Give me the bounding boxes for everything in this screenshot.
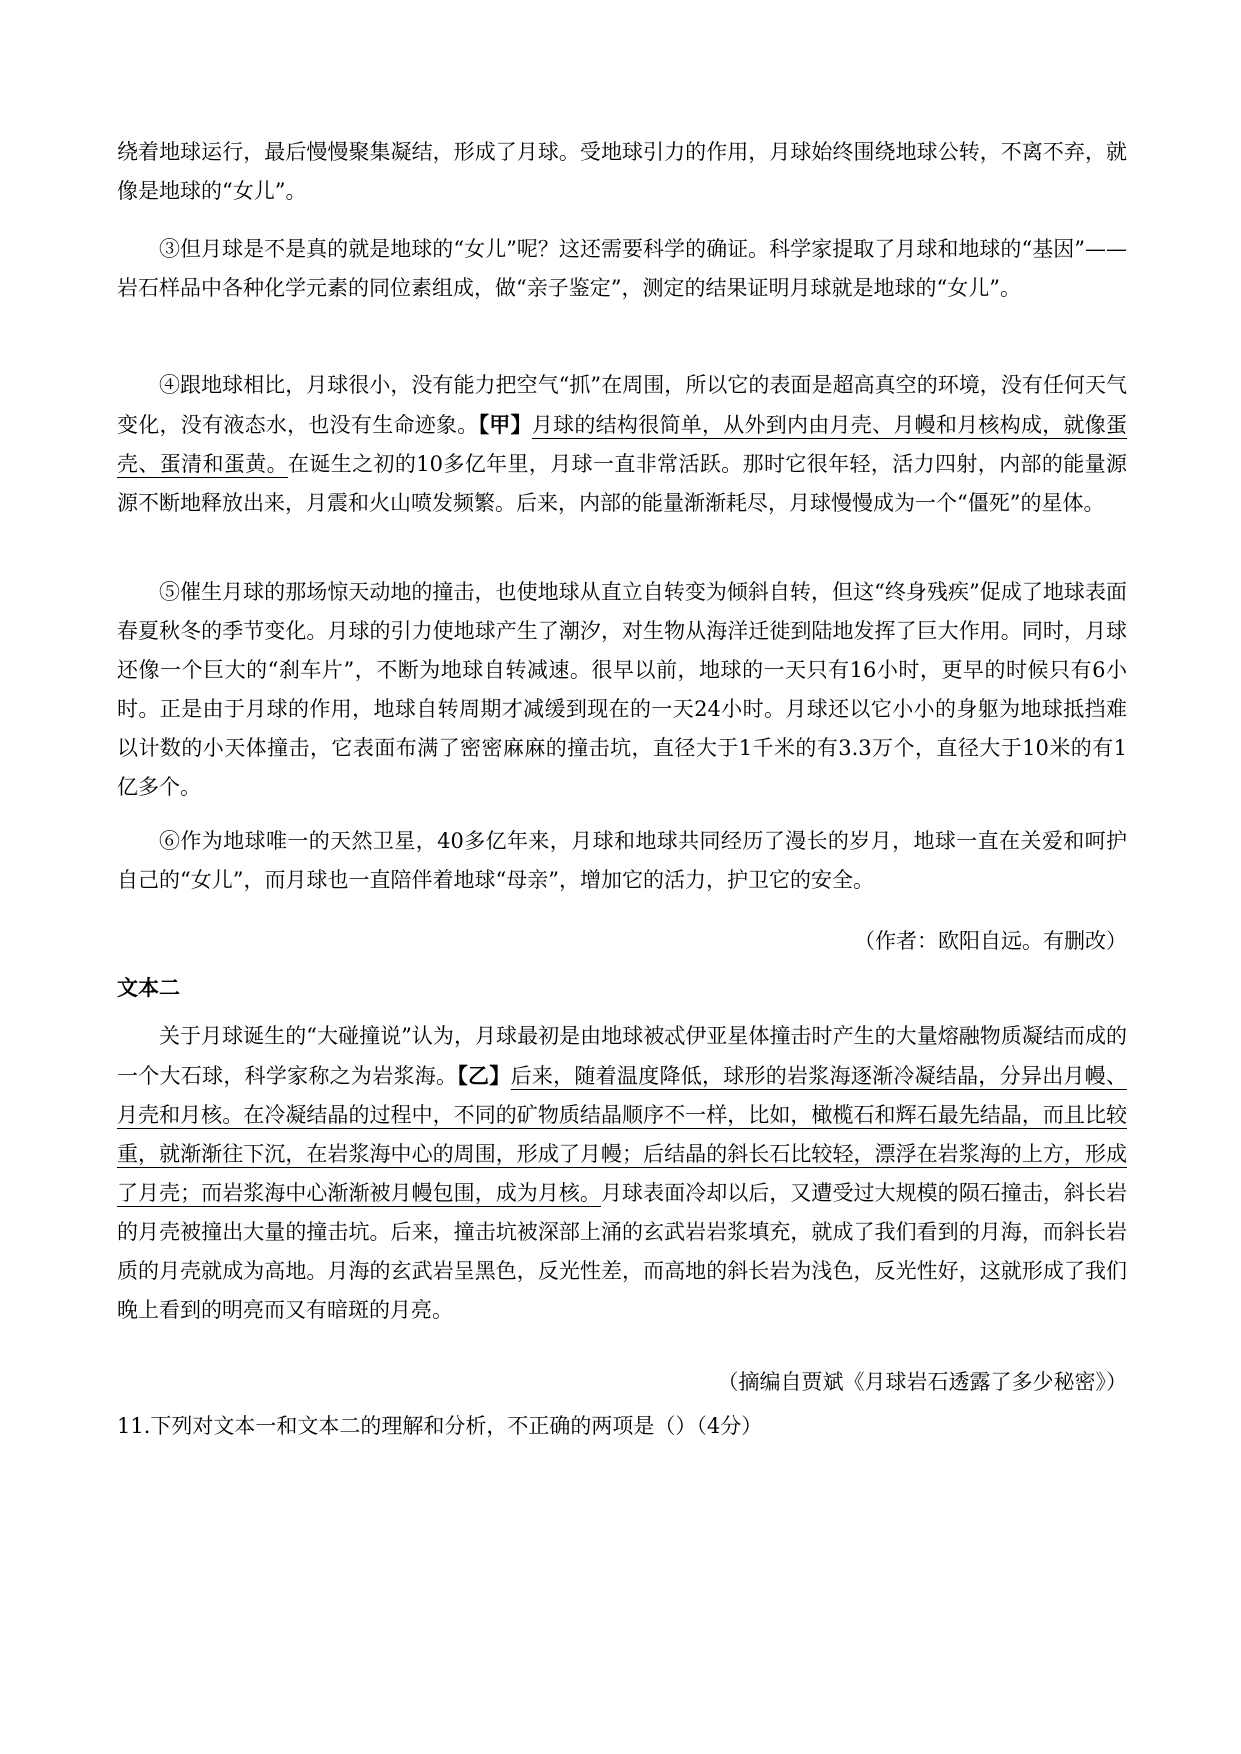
text1-paragraph-continued [117,133,1127,211]
text2-heading: 文本二 [117,975,180,1000]
underlined-sentence-jia: 月球的结构很简单，从外到内由月壳、月幔和月核构成，就像蛋壳、蛋清和蛋黄。 [117,413,1128,476]
text1-paragraph-6-text: ⑥作为地球唯一的天然卫星，40多亿年来，月球和地球共同经历了漫长的岁月，地球一直在关爱和呵护自己的“女儿”，而月球也一直陪伴着地球“母亲”，增加它的活力，护卫它的安全。 [117,829,1127,892]
text2-paragraph [117,1017,1127,1330]
marker-jia: 【甲】 [478,412,532,437]
question-11: 11.下列对文本一和文本二的理解和分析，不正确的两项是（）（4分） [117,1414,763,1438]
text1-paragraph-4-text-b: 在诞生之初的10多亿年里，月球一直非常活跃。那时它很年轻，活力四射，内部的能量源源不断地释放出来，月震和火山喷发频繁。后来，内部的能量渐渐耗尽，月球慢慢成为一个“僵死”的星体。 [117,452,1128,515]
text1-paragraph-5 [117,573,1127,807]
text1-paragraph-6 [117,822,1127,900]
text1-paragraph-5-text: ⑤催生月球的那场惊天动地的撞击，也使地球从直立自转变为倾斜自转，但这“终身残疾”促成了地球表面春夏秋冬的季节变化。月球的引力使地球产生了潮汐，对生物从海洋迁徙到陆地发挥了巨大作用。同时，月球还像一个巨大的“刹车片”，不断为地球自转减速。很早以前，地球的一天只有16小时，更早的时候只有6小时。正是由于月球的作用，地球自转周期才减缓到现在的一天24小时。月球还以它小小的身躯为地球抵挡难以计数的小天体撞击，它表面布满了密密麻麻的撞击坑，直径大于1千米的有3.3万个，直径大于10米的有1亿多个。 [117,580,1127,799]
text1-paragraph-continued-text: 绕着地球运行，最后慢慢聚集凝结，形成了月球。受地球引力的作用，月球始终围绕地球公转，不离不弃，就像是地球的“女儿”。 [117,140,1127,203]
text2-paragraph-text-a: 关于月球诞生的“大碰撞说”认为，月球最初是由地球被忒伊亚星体撞击时产生的大量熔融物质凝结而成的一个大石球，科学家称之为岩浆海。 [117,1024,1127,1088]
text1-paragraph-3 [117,230,1127,308]
underlined-passage-yi: 后来，随着温度降低，球形的岩浆海逐渐冷凝结晶，分异出月幔、月壳和月核。在冷凝结晶的过程中，不同的矿物质结晶顺序不一样，比如，橄榄石和辉石最先结晶，而且比较重，就渐渐往下沉，在岩浆海中心的周围，形成了月幔；后结晶的斜长石比较轻，漂浮在岩浆海的上方，形成了月壳；而岩浆海中心渐渐被月幔包围，成为月核。 [117,1064,1128,1205]
text2-paragraph-text-b: 月球表面冷却以后，又遭受过大规模的陨石撞击，斜长岩的月壳被撞出大量的撞击坑。后来，撞击坑被深部上涌的玄武岩岩浆填充，就成了我们看到的月海，而斜长岩质的月壳就成为高地。月海的玄武岩呈黑色，反光性差，而高地的斜长岩为浅色，反光性好，这就形成了我们晚上看到的明亮而又有暗斑的月亮。 [117,1181,1128,1322]
text1-paragraph-3-text: ③但月球是不是真的就是地球的“女儿”呢？这还需要科学的确证。科学家提取了月球和地球的“基因”——岩石样品中各种化学元素的同位素组成，做“亲子鉴定”，测定的结果证明月球就是地球的“女儿”。 [117,237,1127,300]
text1-paragraph-4 [117,366,1127,523]
text2-source: （摘编自贾斌《月球岩石透露了多少秘密》） [717,1370,1127,1394]
marker-yi: 【乙】 [457,1063,511,1088]
text1-source: （作者：欧阳自远。有删改） [854,929,1127,953]
text1-paragraph-4-text-a: ④跟地球相比，月球很小，没有能力把空气“抓”在周围，所以它的表面是超高真空的环境，没有任何天气变化，没有液态水，也没有生命迹象。 [117,373,1127,437]
